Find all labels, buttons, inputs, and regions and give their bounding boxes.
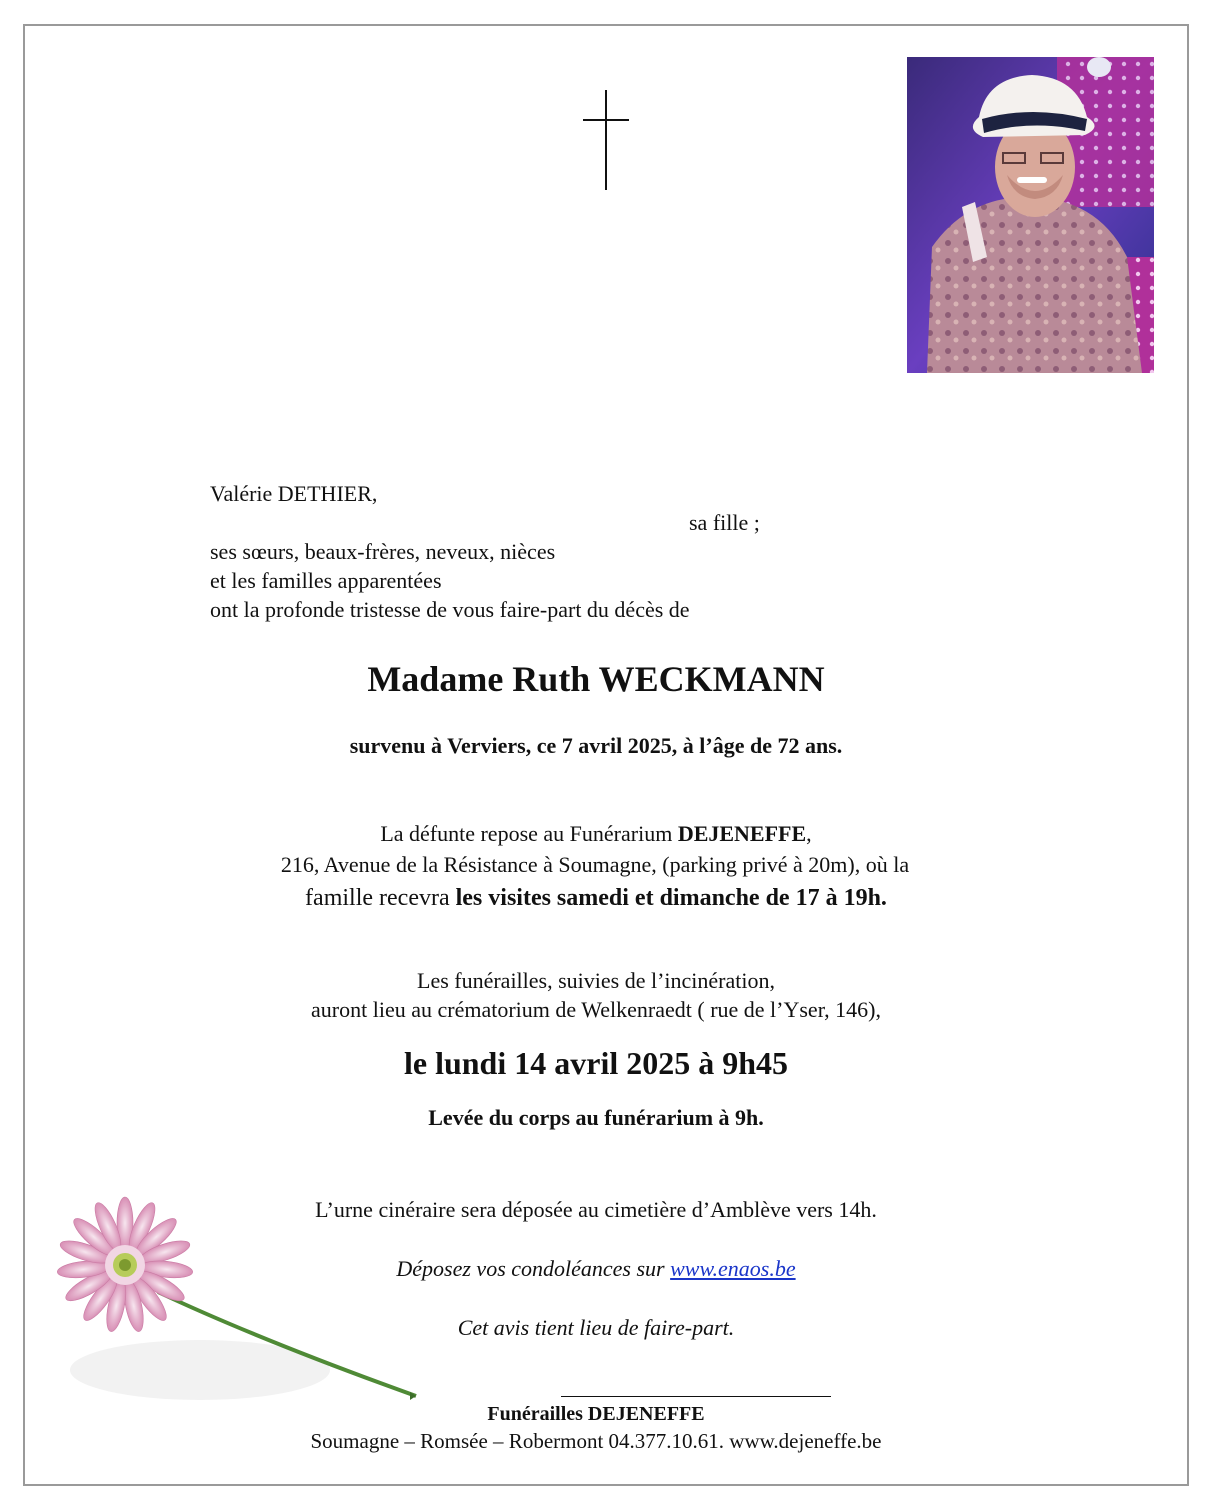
family-name: Valérie DETHIER, bbox=[210, 481, 378, 506]
visitation-line-3 bbox=[0, 884, 1203, 912]
relatives-line-1: ses sœurs, beaux-frères, neveux, nièces bbox=[210, 539, 556, 564]
deceased-name: Madame Ruth WECKMANN bbox=[367, 659, 825, 699]
cross-icon bbox=[583, 90, 629, 190]
funeral-date: le lundi 14 avril 2025 à 9h45 bbox=[403, 1045, 789, 1081]
signature-rule bbox=[561, 1396, 831, 1397]
intro-text: ont la profonde tristesse de vous faire-part du décès de bbox=[210, 597, 690, 622]
relatives-line-2: et les familles apparentées bbox=[210, 568, 442, 593]
visitation-line-1 bbox=[0, 821, 1203, 847]
urn-info: L’urne cinéraire sera déposée au cimetière d’Amblève vers 14h. bbox=[315, 1197, 877, 1222]
condolences-link[interactable]: www.enaos.be bbox=[670, 1256, 796, 1281]
visitation-text: La défunte repose au Funérarium bbox=[380, 821, 678, 846]
visitation-address: 216, Avenue de la Résistance à Soumagne, (parking privé à 20m), où la bbox=[280, 852, 910, 877]
funeral-line-1: Les funérailles, suivies de l’incinération, bbox=[417, 968, 775, 993]
relation-label: sa fille ; bbox=[689, 510, 760, 535]
footer-contact: Soumagne – Romsée – Robermont 04.377.10.61. www.dejeneffe.be bbox=[310, 1429, 882, 1453]
notice-text: Cet avis tient lieu de faire-part. bbox=[457, 1315, 735, 1340]
footer-company: Funérailles DEJENEFFE bbox=[487, 1403, 705, 1425]
portrait-photo bbox=[907, 57, 1154, 373]
death-info: survenu à Verviers, ce 7 avril 2025, à l’âge de 72 ans. bbox=[349, 733, 843, 758]
flower-illustration bbox=[40, 1190, 440, 1450]
visitation-hours: les visites samedi et dimanche de 17 à 19h. bbox=[455, 885, 887, 911]
visitation-family-text: famille recevra bbox=[305, 885, 456, 911]
condolences-text: Déposez vos condoléances sur bbox=[396, 1256, 671, 1281]
visitation-comma: , bbox=[806, 821, 812, 846]
levee-info: Levée du corps au funérarium à 9h. bbox=[428, 1105, 764, 1130]
funeral-home-name: DEJENEFFE bbox=[677, 821, 807, 846]
funeral-line-2: auront lieu au crématorium de Welkenraedt ( rue de l’Yser, 146), bbox=[311, 997, 881, 1022]
